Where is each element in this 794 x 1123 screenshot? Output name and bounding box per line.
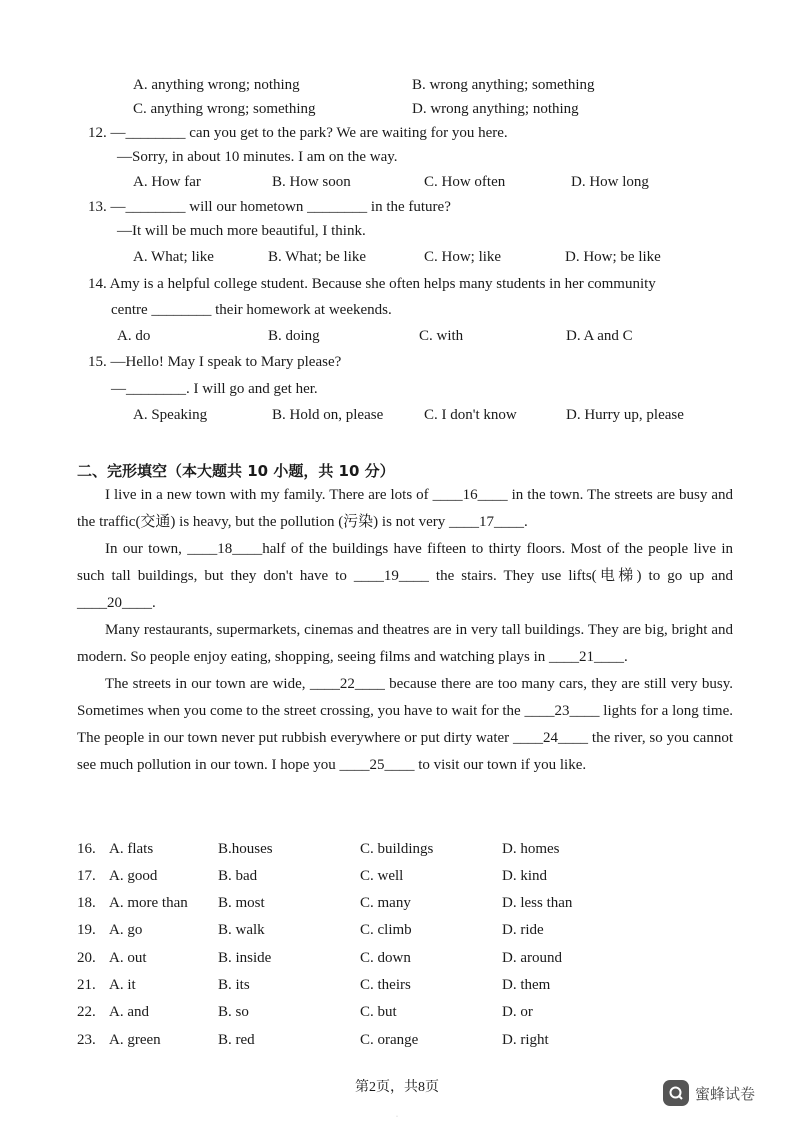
q15-option-a: A. Speaking [133,407,208,423]
bee-logo-icon [663,1080,689,1106]
cloze-option-a: A. it [109,977,136,993]
section-title: 二、完形填空（本大题共 10 小题，共 10 分） [77,462,395,480]
cloze-option-b: B. red [218,1032,255,1048]
q13-option-c: C. How; like [424,249,502,265]
cloze-option-c: C. buildings [360,841,434,857]
q14-stem-line2: centre ________ their homework at weekends. [111,302,392,318]
passage-paragraph: The streets in our town are wide, ____22____ because there are too many cars, they are still very busy. Sometimes when you come to the street crossing, you have to wait for the ____23____ lights for a long time. The people in our town never put rubbish everywhere or put dirty water ____24____ the river, so you cannot see much pollution in our town. I hope you ____25____ to visit our town if you like. [77,676,733,773]
cloze-option-a: A. flats [109,841,154,857]
cloze-num: 21. [77,977,96,993]
passage-paragraph: Many restaurants, supermarkets, cinemas and theatres are in very tall buildings. They are big, bright and modern. So people enjoy eating, shopping, seeing films and watching plays in ____21____. [77,622,733,665]
cloze-num: 23. [77,1032,96,1048]
q15-option-b: B. Hold on, please [272,407,384,423]
cloze-num: 17. [77,868,96,884]
cloze-option-b: B. walk [218,922,265,938]
cloze-option-b: B. so [218,1004,249,1020]
cloze-option-d: D. them [502,977,551,993]
q13-option-d: D. How; be like [565,249,661,265]
cloze-option-d: D. ride [502,922,544,938]
q14-option-c: C. with [419,328,464,344]
cloze-option-d: D. less than [502,895,573,911]
watermark-text: 蜜蜂试卷 [695,1084,756,1103]
q15-option-c: C. I don't know [424,407,517,423]
q11-option-c: C. anything wrong; something [133,101,316,117]
q13-stem: 13. —________ will our hometown ________ in the future? [88,199,451,215]
q11-option-d: D. wrong anything; nothing [412,101,579,117]
cloze-passage [77,482,733,779]
cloze-option-a: A. good [109,868,158,884]
cloze-option-a: A. and [109,1004,149,1020]
q15-option-d: D. Hurry up, please [566,407,684,423]
cloze-option-d: D. around [502,950,562,966]
q12-reply: —Sorry, in about 10 minutes. I am on the way. [117,149,398,165]
cloze-option-c: C. down [360,950,411,966]
q12-option-a: A. How far [133,174,201,190]
q13-option-b: B. What; be like [268,249,367,265]
scan-mark: · [396,1114,398,1120]
cloze-num: 22. [77,1004,96,1020]
passage-paragraph: I live in a new town with my family. There are lots of ____16____ in the town. The streets are busy and the traffic(交通) is heavy, but the pollution (污染) is not very ____17____. [77,487,733,530]
q14-option-a: A. do [117,328,151,344]
cloze-option-a: A. more than [109,895,188,911]
cloze-option-a: A. go [109,922,143,938]
cloze-option-c: C. theirs [360,977,411,993]
page-footer: 第2页，共8页 [355,1080,439,1095]
cloze-option-a: A. out [109,950,147,966]
q12-stem: 12. —________ can you get to the park? We are waiting for you here. [88,125,508,141]
q15-reply: —________. I will go and get her. [111,381,318,397]
cloze-option-c: C. climb [360,922,412,938]
q13-reply: —It will be much more beautiful, I think. [117,223,366,239]
cloze-option-d: D. homes [502,841,560,857]
q15-stem: 15. —Hello! May I speak to Mary please? [88,354,342,370]
cloze-option-d: D. kind [502,868,547,884]
cloze-option-a: A. green [109,1032,161,1048]
cloze-option-d: D. or [502,1004,533,1020]
cloze-num: 19. [77,922,96,938]
q14-stem-line1: 14. Amy is a helpful college student. Because she often helps many students in her community [88,276,656,292]
cloze-num: 16. [77,841,96,857]
q14-option-d: D. A and C [566,328,633,344]
cloze-option-b: B. most [218,895,265,911]
q14-option-b: B. doing [268,328,320,344]
q12-option-c: C. How often [424,174,506,190]
cloze-num: 20. [77,950,96,966]
watermark-logo [663,1080,755,1106]
cloze-num: 18. [77,895,96,911]
passage-paragraph: In our town, ____18____half of the buildings have fifteen to thirty floors. Most of the people live in such tall buildings, but they don't have to ____19____ the stairs. They use lifts(电梯) to go up and ____20____. [77,541,733,611]
q12-option-b: B. How soon [272,174,351,190]
cloze-option-c: C. well [360,868,404,884]
q12-option-d: D. How long [571,174,649,190]
q13-option-a: A. What; like [133,249,214,265]
cloze-option-c: C. many [360,895,411,911]
cloze-option-b: B.houses [218,841,273,857]
cloze-option-c: C. orange [360,1032,419,1048]
cloze-option-d: D. right [502,1032,549,1048]
cloze-option-c: C. but [360,1004,397,1020]
cloze-option-b: B. its [218,977,250,993]
cloze-option-b: B. bad [218,868,258,884]
q11-option-a: A. anything wrong; nothing [133,77,300,93]
cloze-option-b: B. inside [218,950,272,966]
q11-option-b: B. wrong anything; something [412,77,595,93]
